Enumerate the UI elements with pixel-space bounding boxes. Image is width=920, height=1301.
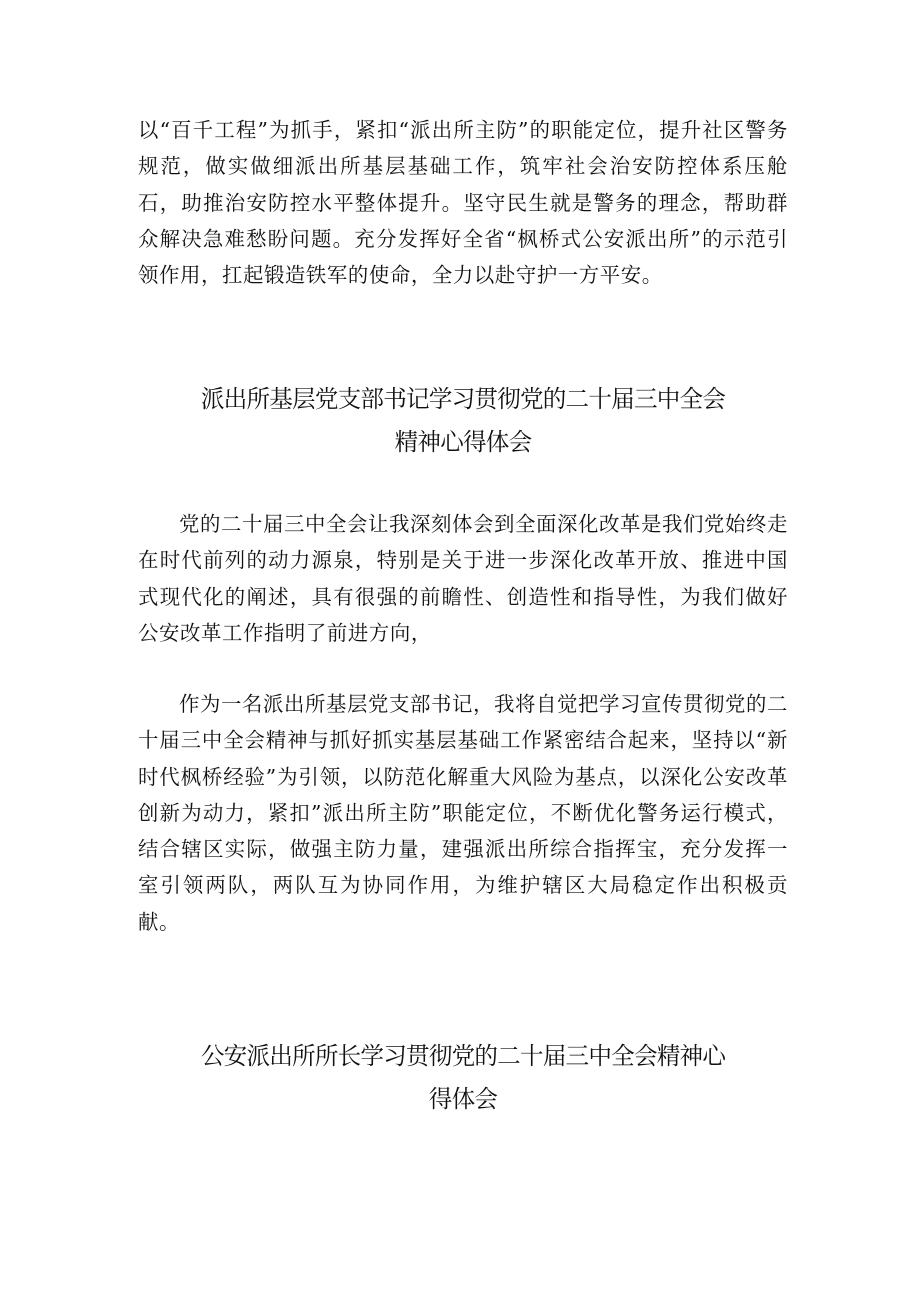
section-1-title-line-2: 精神心得体会 <box>394 428 532 456</box>
intro-paragraph: 以“百千工程”为抓手，紧扣“派出所主防”的职能定位，提升社区警务规范，做实做细派出所基层基础工作，筑牢社会治安防控体系压舱石，助推治安防控水平整体提升。坚守民生就是警务的理念，帮助群众解决急难愁盼问题。充分发挥好全省“枫桥式公安派出所”的示范引领作用，扛起锻造铁军的使命，全力以赴守护一方平安。 <box>138 118 788 288</box>
section-2-title <box>138 1035 788 1121</box>
section-2-title-line-2: 得体会 <box>428 1085 498 1113</box>
section-1-paragraph-2: 作为一名派出所基层党支部书记，我将自觉把学习宣传贯彻党的二十届三中全会精神与抓好抓实基层基础工作紧密结合起来，坚持以“新时代枫桥经验”为引领，以防范化解重大风险为基点，以深化公安改革创新为动力，紧扣”派出所主防”职能定位，不断优化警务运行模式，结合辖区实际，做强主防力量，建强派出所综合指挥宝，充分发挥一室引领两队，两队互为协同作用，为维护辖区大局稳定作出积极贡献。 <box>138 692 788 934</box>
section-1-paragraph-1: 党的二十届三中全会让我深刻体会到全面深化改革是我们党始终走在时代前列的动力源泉，特别是关于进一步深化改革开放、推进中国式现代化的阐述，具有很强的前瞻性、创造性和指导性，为我们做好公安改革工作指明了前进方向， <box>138 512 788 645</box>
section-1-title-line-1: 派出所基层党支部书记学习贯彻党的二十届三中全会 <box>200 385 726 413</box>
section-1-title <box>138 378 788 464</box>
section-2-title-line-1: 公安派出所所长学习贯彻党的二十届三中全会精神心 <box>200 1042 726 1070</box>
